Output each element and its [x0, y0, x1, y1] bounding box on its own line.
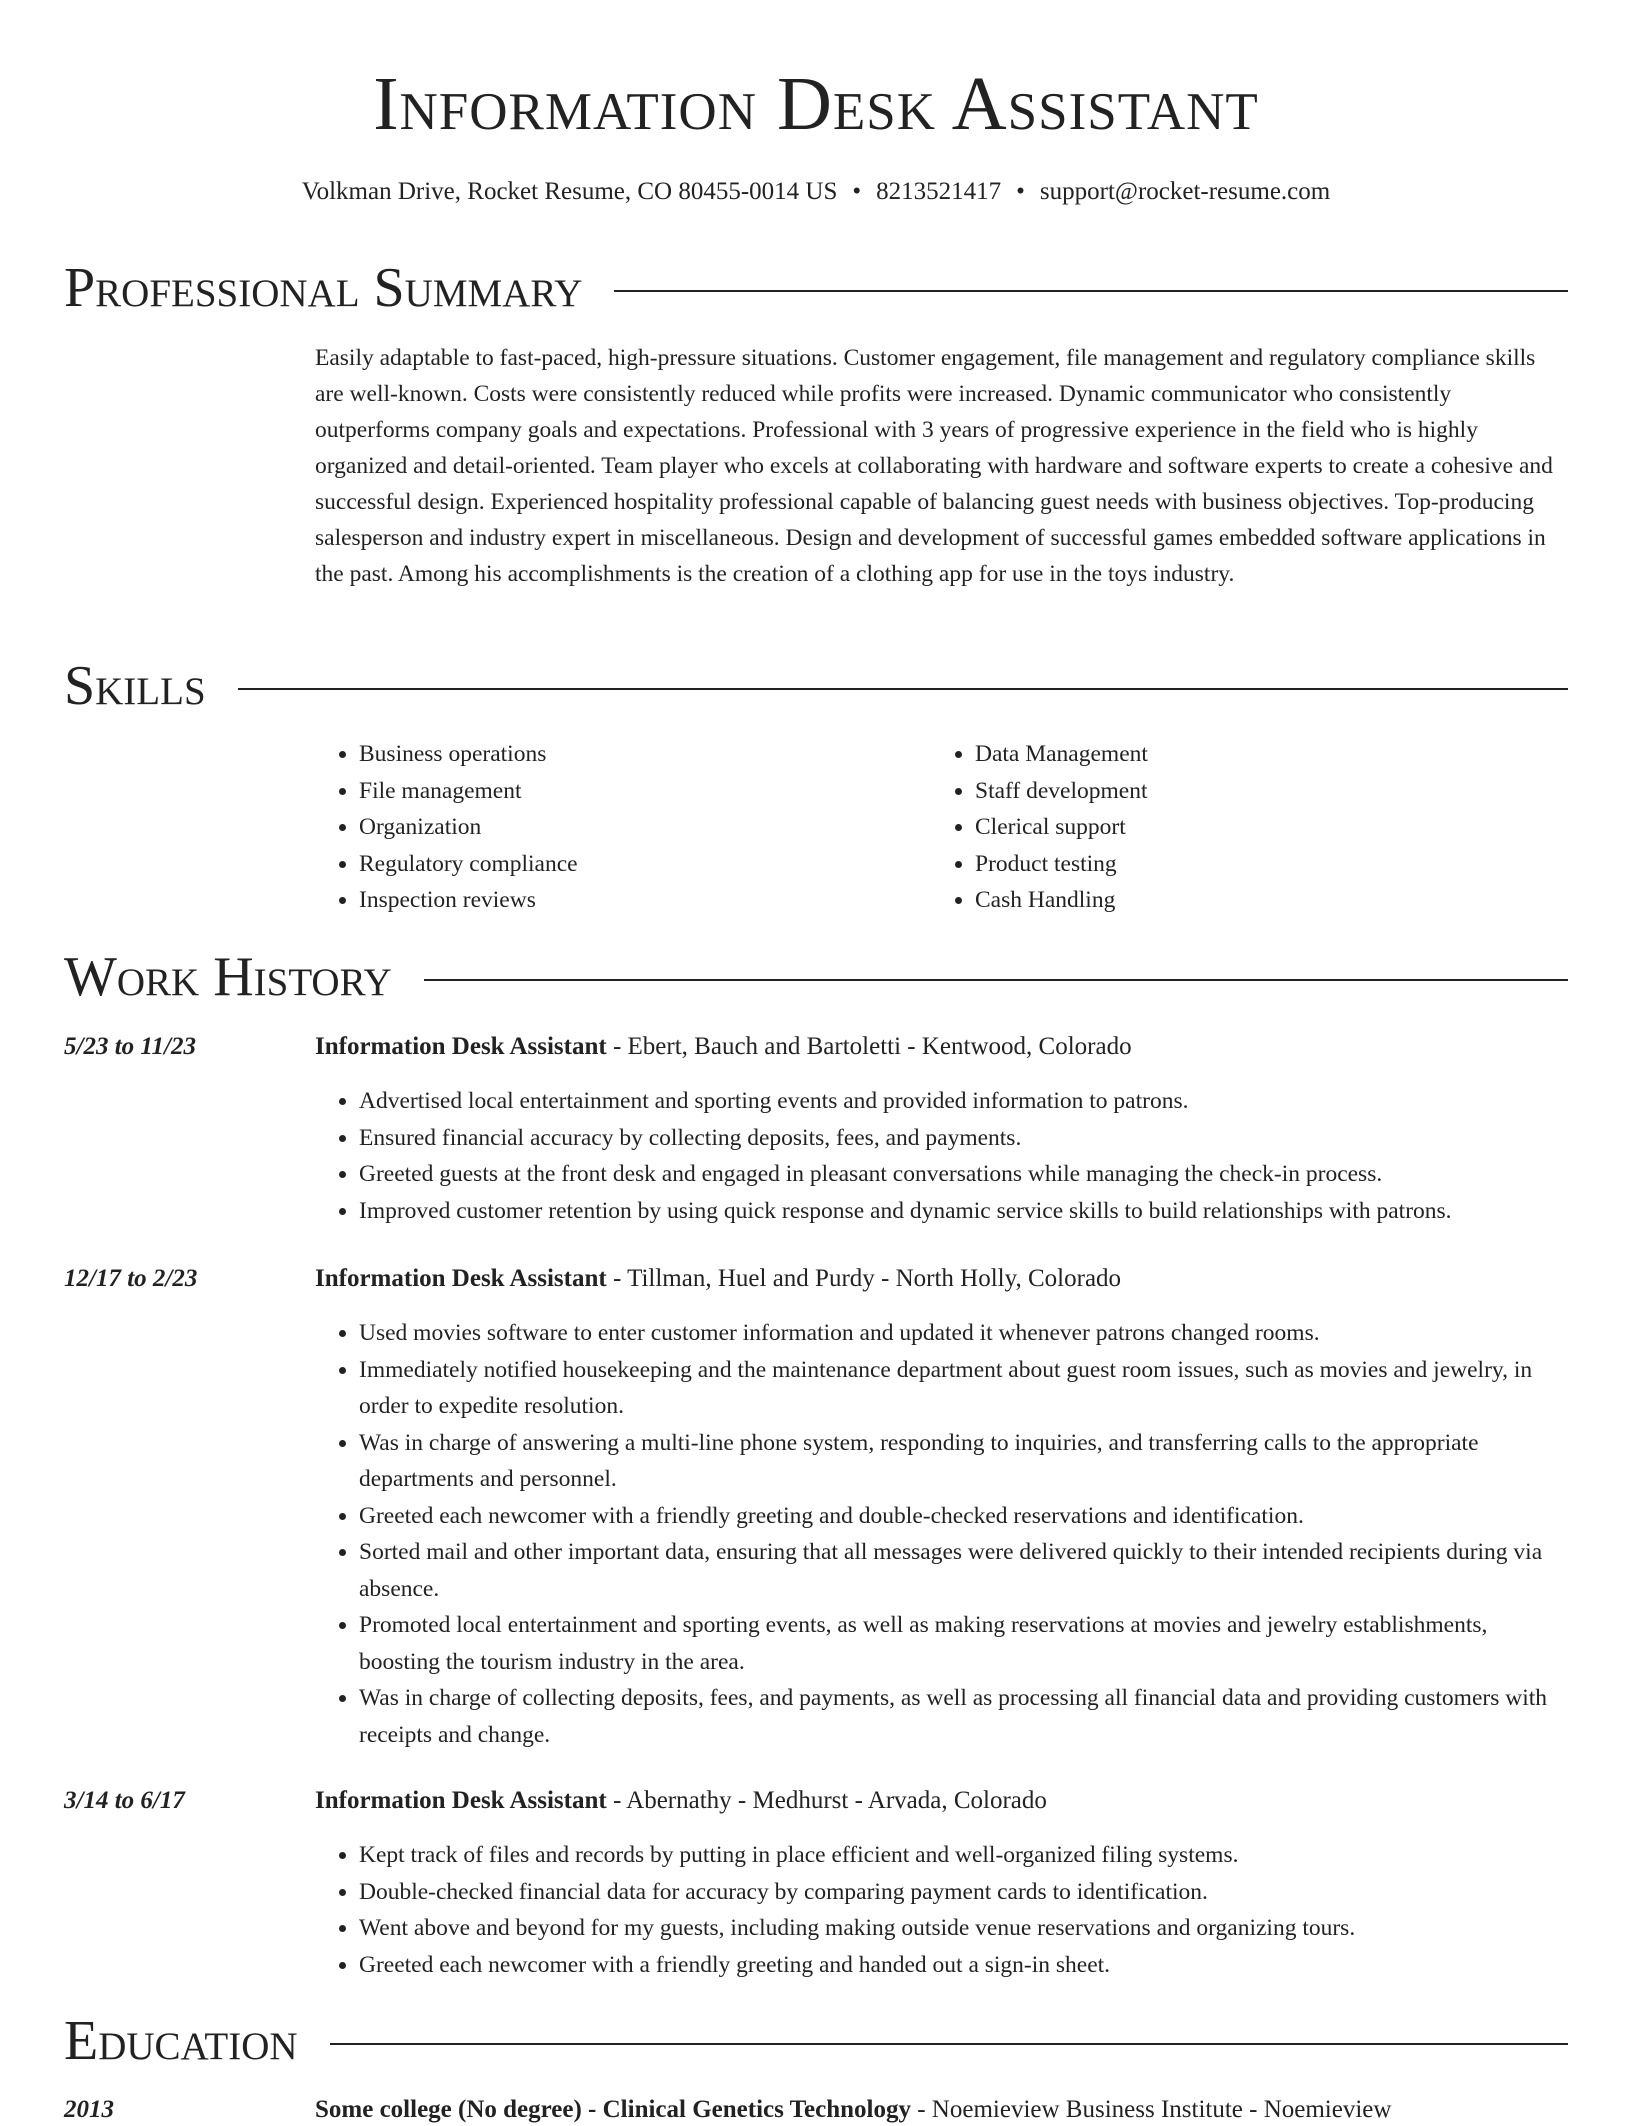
education-dates: 2013: [64, 2096, 114, 2123]
job-bullet: • Advertised local entertainment and sporting events and provided information to patrons.: [359, 1083, 1568, 1120]
job-bullet: • Promoted local entertainment and sporting events, as well as making reservations at movies and jewelry establishments, boosting the tourism industry in the area.: [359, 1607, 1568, 1680]
section-title: Skills: [64, 655, 206, 717]
skill-item: • Clerical support: [975, 809, 1547, 846]
job-bullet: • Was in charge of collecting deposits, fees, and payments, as well as processing all financial data and providing customers with receipts and change.: [359, 1680, 1568, 1753]
job-dates: 12/17 to 2/23: [64, 1265, 198, 1292]
skills-list: [315, 736, 1568, 919]
section-title: Education: [64, 2010, 298, 2072]
job-bullet: • Greeted guests at the front desk and engaged in pleasant conversations while managing the check-in process.: [359, 1156, 1568, 1193]
skill-item: • Cash Handling: [975, 882, 1547, 919]
resume-name: Information Desk Assistant: [373, 62, 1259, 146]
section-header-work-history: [64, 945, 1568, 1009]
job-bullet: • Used movies software to enter customer information and updated it whenever patrons changed rooms.: [359, 1315, 1568, 1352]
job-role: Information Desk Assistant: [315, 1265, 607, 1292]
skills-column-left: [315, 736, 931, 919]
skill-item: • Inspection reviews: [359, 882, 931, 919]
job-details: - Abernathy - Medhurst - Arvada, Colorado: [606, 1787, 1047, 1814]
summary-text: Easily adaptable to fast-paced, high-pressure situations. Customer engagement, file management and regulatory compliance skills are well-known. Costs were consistently reduced while profits were increased. Dynamic communicator who consistently outperforms company goals and expectations. Professional with 3 years of progressive experience in the field who is highly organized and detail-oriented. Team player who excels at collaborating with hardware and software experts to create a cohesive and successful design. Experienced hospitality professional capable of balancing guest needs with business objectives. Top-producing salesperson and industry expert in miscellaneous. Design and development of successful games embedded software applications in the past. Among his accomplishments is the creation of a clothing app for use in the toys industry.: [315, 345, 1553, 587]
job-bullet: • Was in charge of answering a multi-line phone system, responding to inquiries, and transferring calls to the appropriate departments and personnel.: [359, 1425, 1568, 1498]
job-role: Information Desk Assistant: [315, 1787, 607, 1814]
job-role: Information Desk Assistant: [315, 1033, 607, 1060]
job-bullets: [315, 1083, 1568, 1229]
contact-email: support@rocket-resume.com: [1039, 178, 1331, 205]
education-details: - Noemieview Business Institute - Noemieview: [910, 2096, 1392, 2123]
job-bullet: • Greeted each newcomer with a friendly greeting and double-checked reservations and identification.: [359, 1498, 1568, 1535]
education-degree: Some college (No degree) - Clinical Genetics Technology: [315, 2096, 911, 2123]
job-bullet: • Greeted each newcomer with a friendly greeting and handed out a sign-in sheet.: [359, 1947, 1568, 1984]
job-bullet: • Kept track of files and records by putting in place efficient and well-organized filing systems.: [359, 1837, 1568, 1874]
section-rule: [330, 2043, 1568, 2045]
section-rule: [614, 290, 1568, 292]
section-rule: [424, 979, 1568, 981]
contact-separator: •: [1016, 178, 1025, 205]
job-dates: 3/14 to 6/17: [64, 1787, 185, 1814]
job-details: - Tillman, Huel and Purdy - North Holly, Colorado: [606, 1265, 1122, 1292]
skill-item: • Business operations: [359, 736, 931, 773]
job-dates: 5/23 to 11/23: [64, 1033, 196, 1060]
section-header-education: [64, 2009, 1568, 2073]
section-header-summary: [64, 256, 1568, 320]
skill-item: • File management: [359, 773, 931, 810]
job-heading: [315, 1263, 1121, 1295]
contact-separator: •: [852, 178, 862, 205]
skill-item: • Organization: [359, 809, 931, 846]
section-title: Professional Summary: [64, 257, 583, 319]
contact-address: Volkman Drive, Rocket Resume, CO 80455-0014 US: [301, 178, 838, 205]
contact-line: [0, 176, 1632, 208]
job-heading: [315, 1031, 1132, 1063]
job-details: - Ebert, Bauch and Bartoletti - Kentwood, Colorado: [606, 1033, 1132, 1060]
section-header-skills: [64, 654, 1568, 718]
job-bullets: [315, 1315, 1568, 1753]
skill-item: • Data Management: [975, 736, 1547, 773]
skill-item: • Staff development: [975, 773, 1547, 810]
skill-item: • Regulatory compliance: [359, 846, 931, 883]
skill-item: • Product testing: [975, 846, 1547, 883]
job-bullet: • Immediately notified housekeeping and the maintenance department about guest room issues, such as movies and jewelry, in order to expedite resolution.: [359, 1352, 1568, 1425]
job-bullet: • Sorted mail and other important data, ensuring that all messages were delivered quickly to their intended recipients during via absence.: [359, 1534, 1568, 1607]
job-bullet: • Double-checked financial data for accuracy by comparing payment cards to identification.: [359, 1874, 1568, 1911]
skills-column-right: [931, 736, 1547, 919]
job-heading: [315, 1785, 1047, 1817]
education-heading: [315, 2094, 1391, 2126]
contact-phone: 8213521417: [876, 178, 1002, 205]
job-bullet: • Improved customer retention by using quick response and dynamic service skills to build relationships with patrons.: [359, 1193, 1568, 1230]
section-title: Work History: [64, 946, 392, 1008]
job-bullet: • Ensured financial accuracy by collecting deposits, fees, and payments.: [359, 1120, 1568, 1157]
section-rule: [238, 688, 1568, 690]
job-bullet: • Went above and beyond for my guests, including making outside venue reservations and organizing tours.: [359, 1910, 1568, 1947]
job-bullets: [315, 1837, 1568, 1983]
